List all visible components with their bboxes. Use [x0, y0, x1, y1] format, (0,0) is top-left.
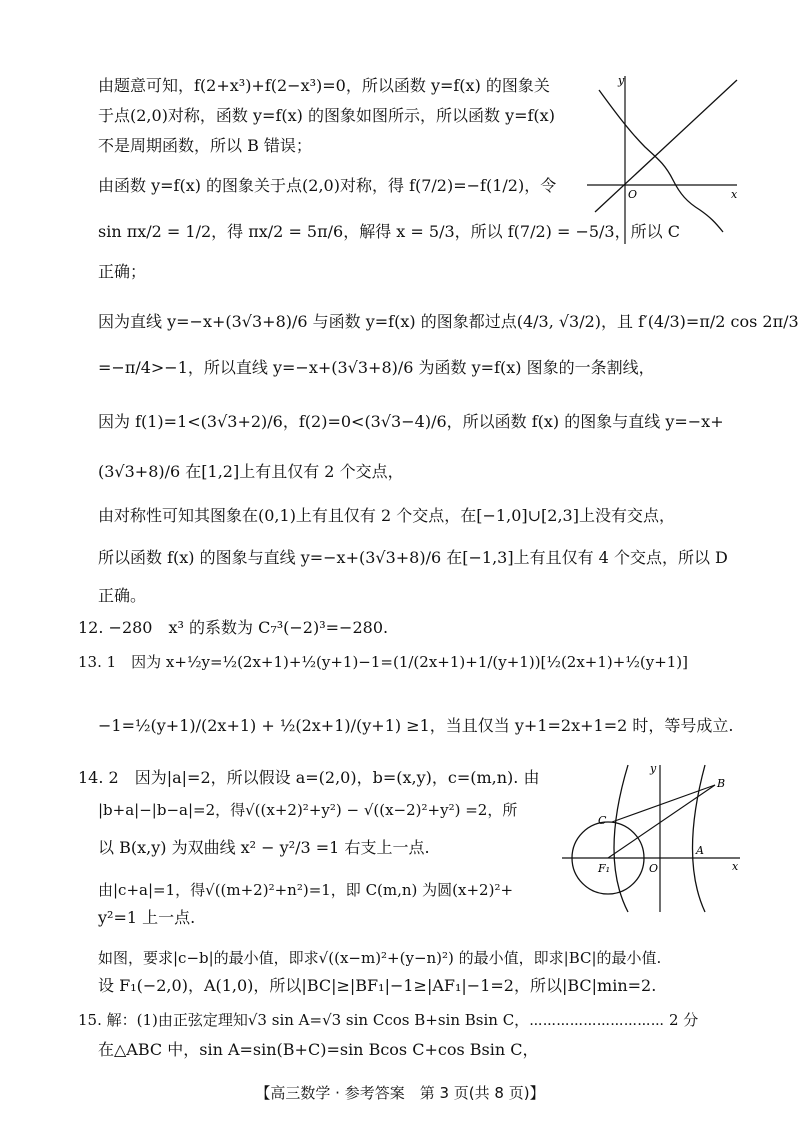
- f-curve: [599, 90, 723, 232]
- problem-13-line-2: −1=½(y+1)/(2x+1) + ½(2x+1)/(y+1) ≥1，当且仅当 y+1=2x+1=2 时，等号成立.: [98, 716, 734, 735]
- fig2-A-label: A: [696, 844, 704, 857]
- text-line-2: 于点(2,0)对称，函数 y=f(x) 的图象如图所示，所以函数 y=f(x): [98, 106, 555, 125]
- text-line-10: (3√3+8)/6 在[1,2]上有且仅有 2 个交点，: [98, 462, 404, 481]
- text-line-5: sin πx/2 = 1/2，得 πx/2 = 5π/6，解得 x = 5/3，所以 f(7/2) = −5/3，所以 C: [98, 222, 680, 241]
- text-line-6: 正确；: [98, 262, 147, 281]
- problem-14-line-7: 设 F₁(−2,0)，A(1,0)，所以|BC|≥|BF₁|−1≥|AF₁|−1=2，所以|BC|min=2.: [98, 976, 657, 995]
- fig2-C-label: C: [598, 814, 607, 827]
- problem-15-line-2: 在△ABC 中，sin A=sin(B+C)=sin Bcos C+cos Bsin C，: [98, 1040, 539, 1059]
- problem-14-line-6: 如图，要求|c−b|的最小值，即求√((x−m)²+(y−n)²) 的最小值，即求|BC|的最小值.: [98, 949, 662, 967]
- fig2-B-label: B: [717, 777, 726, 790]
- fig2-x-label: x: [732, 860, 739, 873]
- text-line-11: 由对称性可知其图象在(0,1)上有且仅有 2 个交点，在[−1,0]∪[2,3]上没有交点，: [98, 506, 675, 525]
- fig2-origin-label: O: [649, 862, 659, 875]
- text-line-1: 由题意可知，f(2+x³)+f(2−x³)=0，所以函数 y=f(x) 的图象关: [98, 76, 550, 95]
- fig1-x-label: x: [731, 188, 738, 201]
- hyperbola-circle-figure: [560, 760, 745, 915]
- problem-15-line-1: 15. 解：(1)由正弦定理知√3 sin A=√3 sin Ccos B+sin Bsin C，⋯⋯⋯⋯⋯⋯⋯⋯⋯⋯ 2 分: [78, 1011, 699, 1029]
- fig2-y-label: y: [650, 762, 657, 775]
- fig1-y-label: y: [618, 74, 625, 87]
- problem-12: 12. −280 x³ 的系数为 C₇³(−2)³=−280.: [78, 618, 389, 637]
- line-y-eq-x: [595, 80, 737, 212]
- text-line-7: 因为直线 y=−x+(3√3+8)/6 与函数 y=f(x) 的图象都过点(4/3, √3/2)，且 f′(4/3)=π/2 cos 2π/3: [98, 312, 799, 331]
- problem-14-line-3: 以 B(x,y) 为双曲线 x² − y²/3 =1 右支上一点.: [98, 838, 430, 857]
- text-line-4: 由函数 y=f(x) 的图象关于点(2,0)对称，得 f(7/2)=−f(1/2)，令: [98, 176, 557, 195]
- problem-14-line-2: |b+a|−|b−a|=2，得√((x+2)²+y²) − √((x−2)²+y²) =2，所: [98, 801, 518, 819]
- fig2-F1-label: F₁: [598, 862, 611, 875]
- text-line-9: 因为 f(1)=1<(3√3+2)/6，f(2)=0<(3√3−4)/6，所以函数 f(x) 的图象与直线 y=−x+: [98, 412, 724, 431]
- function-graph-figure: [585, 72, 745, 247]
- page-footer: 【高三数学 · 参考答案 第 3 页(共 8 页)】: [255, 1084, 545, 1102]
- problem-14-line-5: y²=1 上一点.: [98, 908, 196, 927]
- text-line-13: 正确。: [98, 586, 147, 605]
- problem-14-line-4: 由|c+a|=1，得√((m+2)²+n²)=1，即 C(m,n) 为圆(x+2)²+: [98, 881, 514, 899]
- problem-14-line-1: 14. 2 因为|a|=2，所以假设 a=(2,0)，b=(x,y)，c=(m,n). 由: [78, 768, 540, 787]
- segment-CB: [612, 785, 715, 822]
- problem-13-line-1: 13. 1 因为 x+½y=½(2x+1)+½(y+1)−1=(1/(2x+1)+1/(y+1))[½(2x+1)+½(y+1)]: [78, 653, 689, 671]
- text-line-8: =−π/4>−1，所以直线 y=−x+(3√3+8)/6 为函数 y=f(x) 图象的一条割线，: [98, 358, 655, 377]
- fig1-origin-label: O: [628, 188, 638, 201]
- text-line-3: 不是周期函数，所以 B 错误；: [98, 136, 312, 155]
- hyperbola-right-branch: [693, 765, 706, 912]
- text-line-12: 所以函数 f(x) 的图象与直线 y=−x+(3√3+8)/6 在[−1,3]上有且仅有 4 个交点，所以 D: [98, 548, 728, 567]
